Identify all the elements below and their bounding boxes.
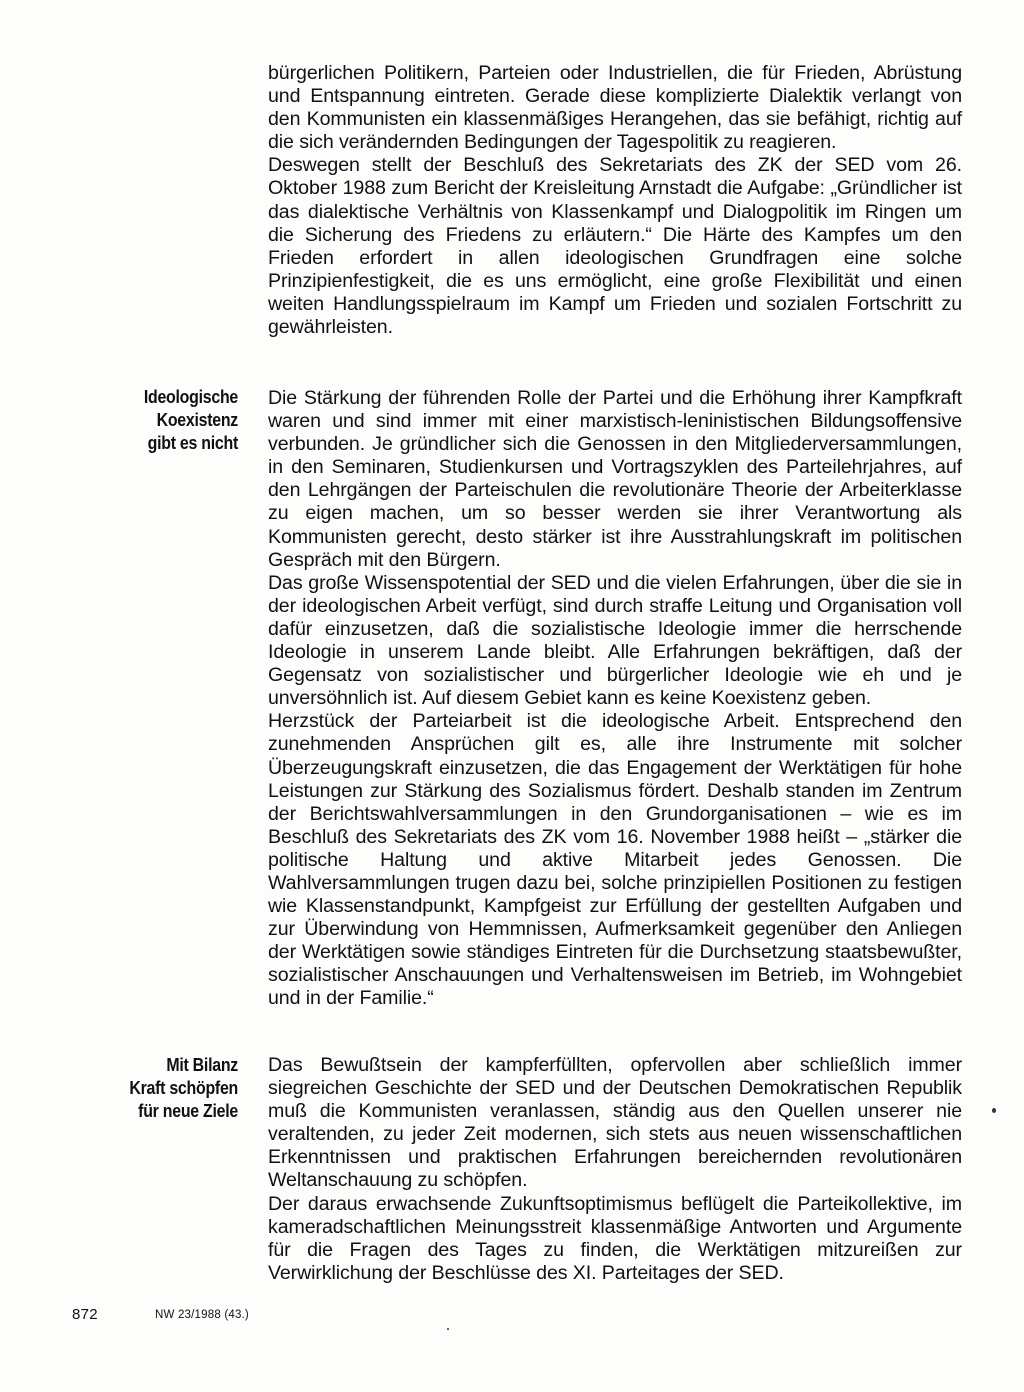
paragraph: Das Bewußtsein der kampferfüllten, opfervollen aber schließlich immer siegreichen Geschichte der SED und der Deutschen Demokratischen Republik muß die Kommunisten veranlassen, ständig aus den Quellen unserer nie veraltenden, zu jeder Zeit modernen, sich stets aus neuen wissenschaftlichen Erkenntnissen und praktischen Erfahrungen bereichernden revolutionären Weltanschauung zu schöpfen. <box>268 1054 962 1192</box>
paragraph: Die Stärkung der führenden Rolle der Partei und die Erhöhung ihrer Kampfkraft waren und sind immer mit einer marxistisch-leninistischen Bildungsoffensive verbunden. Je gründlicher sich die Genossen in den Mitgliederversammlungen, in den Seminaren, Studienkursen und Vortragszyklen des Parteilehrjahres, auf den Lehrgängen der Parteischulen die revolutionäre Theorie der Arbeiterklasse zu eigen machen, um so besser werden sie ihrer Verantwortung als Kommunisten gerecht, desto stärker ist ihre Ausstrahlungskraft im politischen Gespräch mit den Bürgern. <box>268 387 962 571</box>
side-heading-line: für neue Ziele <box>138 1100 238 1121</box>
issue-reference: NW 23/1988 (43.) <box>155 1309 249 1321</box>
side-heading-line: Koexistenz <box>156 409 238 430</box>
side-heading-mit-bilanz <box>66 1053 238 1122</box>
body-section-2 <box>268 387 962 1011</box>
side-heading-line: Mit Bilanz <box>166 1054 238 1075</box>
scan-speck <box>992 1108 996 1113</box>
side-heading-line: Kraft schöpfen <box>129 1077 238 1098</box>
side-heading-ideologische-koexistenz <box>66 385 238 454</box>
paragraph: Der daraus erwachsende Zukunftsoptimismus beflügelt die Parteikollektive, im kameradschaftlichen Meinungsstreit klassenmäßige Antworten und Argumente für die Fragen des Tages zu finden, die Werktätigen mitzureißen zur Verwirklichung der Beschlüsse des XI. Parteitages der SED. <box>268 1192 962 1284</box>
side-heading-line: gibt es nicht <box>147 432 238 453</box>
body-section-3 <box>268 1054 962 1285</box>
paragraph: Das große Wissenspotential der SED und die vielen Erfahrungen, über die sie in der ideologischen Arbeit verfügt, sind durch straffe Leitung und Organisation voll dafür einzusetzen, daß die sozialistische Ideologie immer die herrschende Ideologie in unserem Lande bleibt. Alle Erfahrungen bekräftigen, daß der Gegensatz von sozialistischer und bürgerlicher Ideologie wie eh und je unversöhnlich ist. Auf diesem Gebiet kann es keine Koexistenz geben. <box>268 571 962 710</box>
page-number: 872 <box>72 1306 98 1323</box>
paragraph: bürgerlichen Politikern, Parteien oder Industriellen, die für Frieden, Abrüstung und Entspannung eintreten. Gerade diese komplizierte Dialektik verlangt von den Kommunisten ein klassenmäßiges Herangehen, das sie befähigt, richtig auf die sich verändernden Bedingungen der Tagespolitik zu reagieren. <box>268 62 962 154</box>
paragraph: Herzstück der Parteiarbeit ist die ideologische Arbeit. Entsprechend den zunehmenden Ansprüchen gilt es, alle ihre Instrumente mit solcher Überzeugungskraft einzusetzen, die das Engagement der Werktätigen für hohe Leistungen zur Stärkung des Sozialismus fördert. Deshalb standen im Zentrum der Berichtswahlversammlungen in den Grundorganisationen – wie es im Beschluß des Sekretariats des ZK vom 16. November 1988 heißt – „stärker die politische Haltung und aktive Mitarbeit jedes Genossen. Die Wahlversammlungen trugen dazu bei, solche prinzipiellen Positionen zu festigen wie Klassenstandpunkt, Kampfgeist zur Erfüllung der gestellten Aufgaben und zur Überwindung von Hemmnissen, Aufmerksamkeit gegenüber den Anliegen der Werktätigen sowie ständiges Eintreten für die Durchsetzung staatsbewußter, sozialistischer Anschauungen und Verhaltensweisen im Betrieb, im Wohngebiet und in der Familie.“ <box>268 710 962 1010</box>
paragraph: Deswegen stellt der Beschluß des Sekretariats des ZK der SED vom 26. Oktober 1988 zum Bericht der Kreisleitung Arnstadt die Aufgabe: „Gründlicher ist das dialektische Verhältnis von Klassenkampf und Dialogpolitik im Ringen um die Sicherung des Friedens zu erläutern.“ Die Härte des Kampfes um den Frieden erfordert in allen ideologischen Grundfragen eine solche Prinzipienfestigkeit, die es uns ermöglicht, eine große Flexibilität und einen weiten Handlungsspielraum im Kampf um Frieden und sozialen Fortschritt zu gewährleisten. <box>268 154 962 339</box>
side-heading-line: Ideologische <box>143 386 238 407</box>
body-section-1 <box>268 62 962 339</box>
scan-speck <box>447 1328 449 1330</box>
